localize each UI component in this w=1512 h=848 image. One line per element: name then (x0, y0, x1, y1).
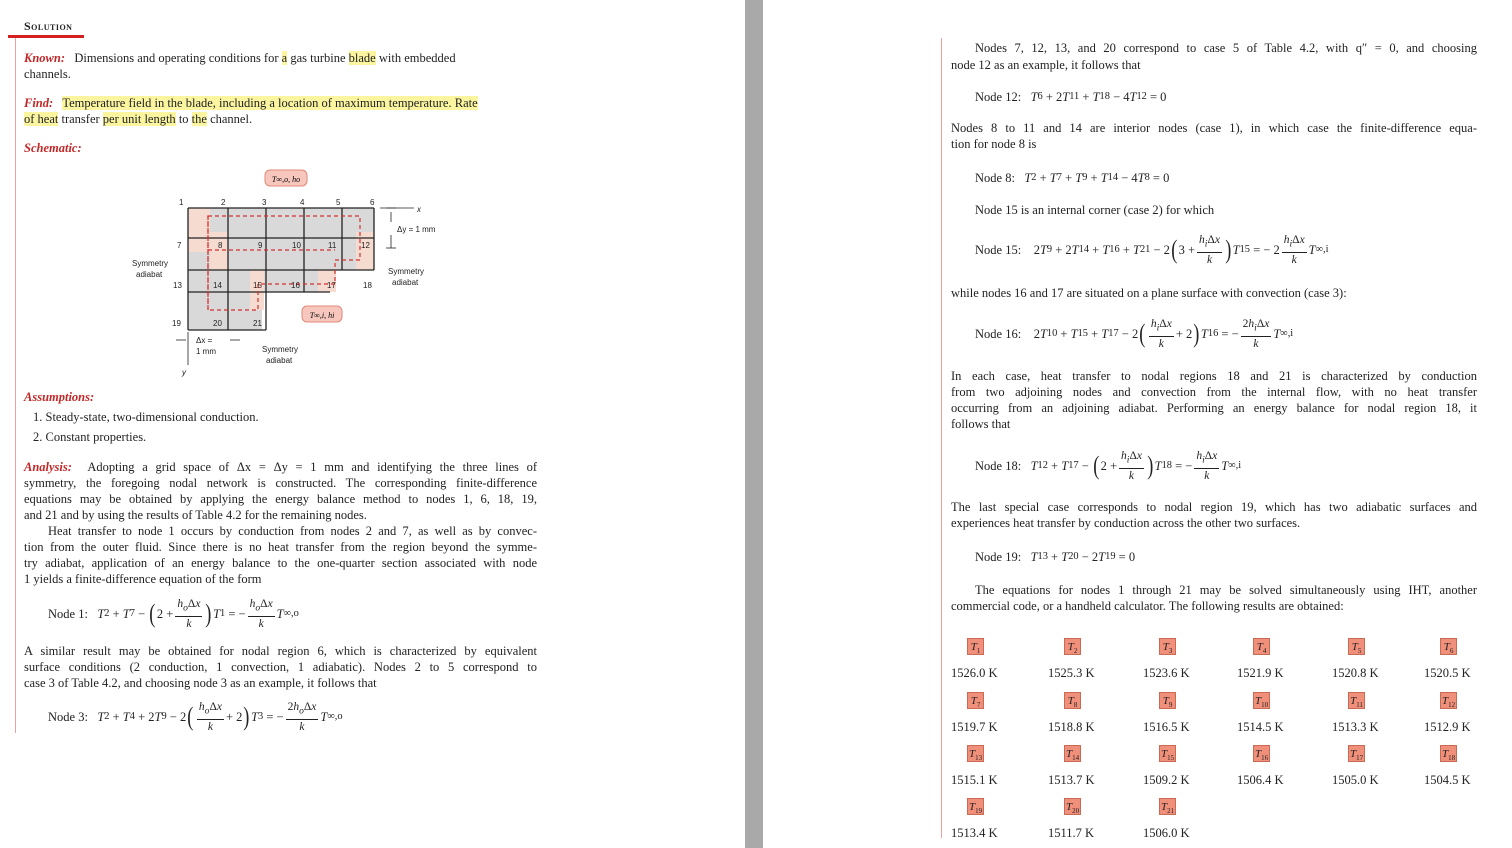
result-value: 1509.2 K (1143, 773, 1190, 787)
analysis-label: Analysis: (24, 460, 72, 474)
node-label: 17 (327, 281, 336, 290)
analysis-text: Adopting a grid space of Δx = Δy = 1 mm and identifying the three lines of (87, 460, 538, 474)
highlight: of heat (24, 112, 59, 126)
node-label: 12 (361, 241, 370, 250)
paragraph-line: from two adjoining nodes and convection from the internal flow, with no heat transfer (951, 385, 1477, 399)
paragraph-line: occurring from an adjoining adiabat. Performing an energy balance for nodal region 18, it (951, 401, 1477, 415)
result-tag-t21: $T_{21}$ (1159, 798, 1176, 815)
highlight: Temperature field in the blade, including a location of maximum temperature. Rate (62, 96, 478, 110)
assumption-item: 2. Constant properties. (33, 430, 147, 444)
result-tag-t12: $T_{12}$ (1440, 692, 1457, 709)
paragraph-line: Node 15 is an internal corner (case 2) for which (975, 203, 1215, 217)
result-tag-t19: $T_{19}$ (967, 798, 984, 815)
solution-heading: Solution (24, 19, 73, 33)
result-value: 1526.0 K (951, 666, 998, 680)
equation-label: Node 3: (48, 710, 88, 724)
assumption-item: 1. Steady-state, two-dimensional conduction. (33, 410, 259, 424)
inner-flow-tag: T∞,i, hi (309, 311, 335, 320)
result-value: 1513.3 K (1332, 720, 1379, 734)
equation-label: Node 8: (975, 171, 1015, 185)
result-tag-t8: $T_8$ (1064, 692, 1081, 709)
page-gutter (745, 0, 763, 848)
node-label: 5 (336, 198, 341, 207)
result-tag-t9: $T_9$ (1159, 692, 1176, 709)
equation-node-19: Node 19: T 13 + T 20 − 2 T 19 = 0 (975, 550, 1136, 564)
outer-flow-tag: T∞,o, ho (271, 175, 301, 184)
node-label: 3 (262, 198, 267, 207)
highlight: per unit length (102, 112, 176, 126)
paragraph-line: experiences heat transfer by conduction across the other two surfaces. (951, 516, 1301, 530)
result-tag-t17: $T_{17}$ (1348, 745, 1365, 762)
analysis-line: 1 yields a finite-difference equation of the form (24, 572, 262, 586)
result-value: 1505.0 K (1332, 773, 1379, 787)
result-value: 1518.8 K (1048, 720, 1095, 734)
result-value: 1525.3 K (1048, 666, 1095, 680)
equation-label: Node 1: (48, 607, 88, 621)
equation-node-12: Node 12: T 6 + 2 T 11 + T 18 − 4 T 12 = 0 (975, 90, 1167, 104)
result-tag-t1: $T_1$ (967, 638, 984, 655)
analysis-line: and 21 and by using the results of Table 4.2 for the remaining nodes. (24, 508, 367, 522)
node-label: 14 (213, 281, 222, 290)
y-axis-label: y (182, 368, 186, 377)
adiabat-label: Symmetry (132, 259, 168, 268)
assumptions-label: Assumptions: (24, 390, 95, 404)
highlight: a (281, 51, 288, 65)
result-value: 1521.9 K (1237, 666, 1284, 680)
schematic-label: Schematic: (24, 141, 82, 155)
result-tag-t4: $T_4$ (1253, 638, 1270, 655)
known-line-1 (24, 50, 456, 66)
node-label: 18 (363, 281, 372, 290)
margin-rule (15, 38, 16, 733)
node-label: 20 (213, 319, 222, 328)
blade-schematic (120, 160, 450, 380)
node-label: 1 (179, 198, 184, 207)
node-label: 13 (173, 281, 182, 290)
result-value: 1523.6 K (1143, 666, 1190, 680)
result-tag-t7: $T_7$ (967, 692, 984, 709)
highlight: blade (348, 51, 376, 65)
analysis-line: equations may be obtained by applying the energy balance method to nodes 1, 6, 18, 19, (24, 492, 537, 506)
analysis-line: tion from the outer fluid. Since there is no heat transfer from the region beyond the symme- (24, 540, 537, 554)
paragraph-line: The last special case corresponds to nodal region 19, which has two adiabatic surfaces and (951, 500, 1477, 514)
equation-node-15: Node 15: 2 T 9 + 2 T 14 + T 16 + T 21 − 2 ( 3 + $\frac{h_i\Delta x}{k}$ ) T 15 = − 2 $\frac{h_i\Delta x}{k}$ T ∞,i (975, 234, 1329, 266)
node-label: 2 (221, 198, 226, 207)
node-label: 10 (292, 241, 301, 250)
result-value: 1513.4 K (951, 826, 998, 840)
known-text: Dimensions and operating conditions for (74, 51, 279, 65)
left-page (0, 0, 745, 848)
result-tag-t11: $T_{11}$ (1348, 692, 1365, 709)
find-text: transfer (61, 112, 100, 126)
paragraph-line: node 12 as an example, it follows that (951, 58, 1141, 72)
result-value: 1506.0 K (1143, 826, 1190, 840)
paragraph-line: Nodes 7, 12, 13, and 20 correspond to case 5 of Table 4.2, with q″ = 0, and choosing (975, 41, 1477, 55)
result-tag-t16: $T_{16}$ (1253, 745, 1270, 762)
analysis-line-1 (24, 459, 537, 475)
similar-line: surface conditions (2 conduction, 1 convection, 1 adiabatic). Nodes 2 to 5 correspond to (24, 660, 537, 674)
result-value: 1515.1 K (951, 773, 998, 787)
result-tag-t13: $T_{13}$ (967, 745, 984, 762)
adiabat-label: Symmetry (388, 267, 424, 276)
paragraph-line: The equations for nodes 1 through 21 may be solved simultaneously using IHT, another (975, 583, 1477, 597)
result-tag-t3: $T_3$ (1159, 638, 1176, 655)
equation-label: Node 19: (975, 550, 1022, 564)
result-value: 1520.5 K (1424, 666, 1471, 680)
result-value: 1513.7 K (1048, 773, 1095, 787)
adiabat-label: Symmetry (262, 345, 298, 354)
result-value: 1516.5 K (1143, 720, 1190, 734)
result-value: 1514.5 K (1237, 720, 1284, 734)
result-tag-t6: $T_6$ (1440, 638, 1457, 655)
equation-label: Node 12: (975, 90, 1022, 104)
result-value: 1519.7 K (951, 720, 998, 734)
paragraph-line: Nodes 8 to 11 and 14 are interior nodes (case 1), in which case the finite-difference equa- (951, 121, 1477, 135)
known-text: gas turbine (290, 51, 346, 65)
equation-node-18: Node 18: T 12 + T 17 − ( 2 + $\frac{h_i\Delta x}{k}$ ) T 18 = − $\frac{h_i\Delta x}{k}$ T ∞,i (975, 450, 1242, 482)
equation-node-16: Node 16: 2 T 10 + T 15 + T 17 − 2 ( $\frac{h_i\Delta x}{k}$ + 2 ) T 16 = − $\frac{2h_i\Delta x}{k}$ T ∞,i (975, 318, 1294, 350)
result-tag-t18: $T_{18}$ (1440, 745, 1457, 762)
equation-node-3: Node 3: T 2 + T 4 + 2 T 9 − 2 ( $\frac{h_o\Delta x}{k}$ + 2 ) T 3 = − $\frac{2h_o\Delta x}{k}$ T ∞,o (48, 701, 343, 733)
paragraph-line: follows that (951, 417, 1011, 431)
node-label: 11 (328, 241, 337, 250)
find-line-2 (24, 111, 252, 127)
equation-label: Node 15: (975, 243, 1022, 257)
find-line-1 (24, 95, 478, 111)
find-text: to (178, 112, 189, 126)
dy-label: Δy = 1 mm (397, 225, 436, 234)
node-label: 21 (253, 319, 262, 328)
result-tag-t10: $T_{10}$ (1253, 692, 1270, 709)
margin-rule (941, 38, 942, 838)
analysis-line: Heat transfer to node 1 occurs by conduction from nodes 2 and 7, as well as by convec- (48, 524, 537, 538)
analysis-line: symmetry, the foregoing nodal network is constructed. The corresponding finite-difference (24, 476, 537, 490)
paragraph-line: tion for node 8 is (951, 137, 1037, 151)
node-label: 4 (300, 198, 305, 207)
result-tag-t15: $T_{15}$ (1159, 745, 1176, 762)
equation-node-1: Node 1: T 2 + T 7 − ( 2 + $\frac{h_o\Delta x}{k}$ ) T 1 = − $\frac{h_o\Delta x}{k}$ T ∞,o (48, 598, 299, 630)
result-value: 1520.8 K (1332, 666, 1379, 680)
equation-label: Node 18: (975, 459, 1022, 473)
dx-label: 1 mm (196, 347, 216, 356)
adiabat-label: adiabat (392, 278, 419, 287)
result-value: 1506.4 K (1237, 773, 1284, 787)
right-page (763, 0, 1512, 848)
x-axis-label: x (417, 205, 421, 214)
similar-line: A similar result may be obtained for nodal region 6, which is characterized by equivalent (24, 644, 537, 658)
node-label: 16 (291, 281, 300, 290)
known-text: with embedded (378, 51, 456, 65)
find-label: Find: (24, 96, 54, 110)
adiabat-label: adiabat (266, 356, 293, 365)
result-value: 1511.7 K (1048, 826, 1095, 840)
node-label: 6 (370, 198, 375, 207)
known-label: Known: (24, 51, 65, 65)
result-tag-t2: $T_2$ (1064, 638, 1081, 655)
known-line-2: channels. (24, 67, 71, 81)
adiabat-label: adiabat (136, 270, 163, 279)
highlight: the (191, 112, 207, 126)
node-label: 8 (218, 241, 223, 250)
solution-underline (8, 35, 84, 38)
result-tag-t14: $T_{14}$ (1064, 745, 1081, 762)
equation-label: Node 16: (975, 327, 1022, 341)
paragraph-line: commercial code, or a handheld calculator. The following results are obtained: (951, 599, 1344, 613)
node-label: 15 (253, 281, 262, 290)
equation-node-8: Node 8: T 2 + T 7 + T 9 + T 14 − 4 T 8 = 0 (975, 171, 1170, 185)
node-label: 9 (258, 241, 263, 250)
result-tag-t20: $T_{20}$ (1064, 798, 1081, 815)
result-tag-t5: $T_5$ (1348, 638, 1365, 655)
node-label: 7 (177, 241, 182, 250)
result-value: 1504.5 K (1424, 773, 1471, 787)
paragraph-line: In each case, heat transfer to nodal regions 18 and 21 is characterized by conduction (951, 369, 1477, 383)
similar-line: case 3 of Table 4.2, and choosing node 3 as an example, it follows that (24, 676, 377, 690)
analysis-line: try adiabat, application of an energy balance to the one-quarter section associated with node (24, 556, 537, 570)
node-label: 19 (172, 319, 181, 328)
find-text: channel. (210, 112, 253, 126)
result-value: 1512.9 K (1424, 720, 1471, 734)
paragraph-line: while nodes 16 and 17 are situated on a plane surface with convection (case 3): (951, 286, 1347, 300)
dx-label: Δx = (196, 336, 213, 345)
